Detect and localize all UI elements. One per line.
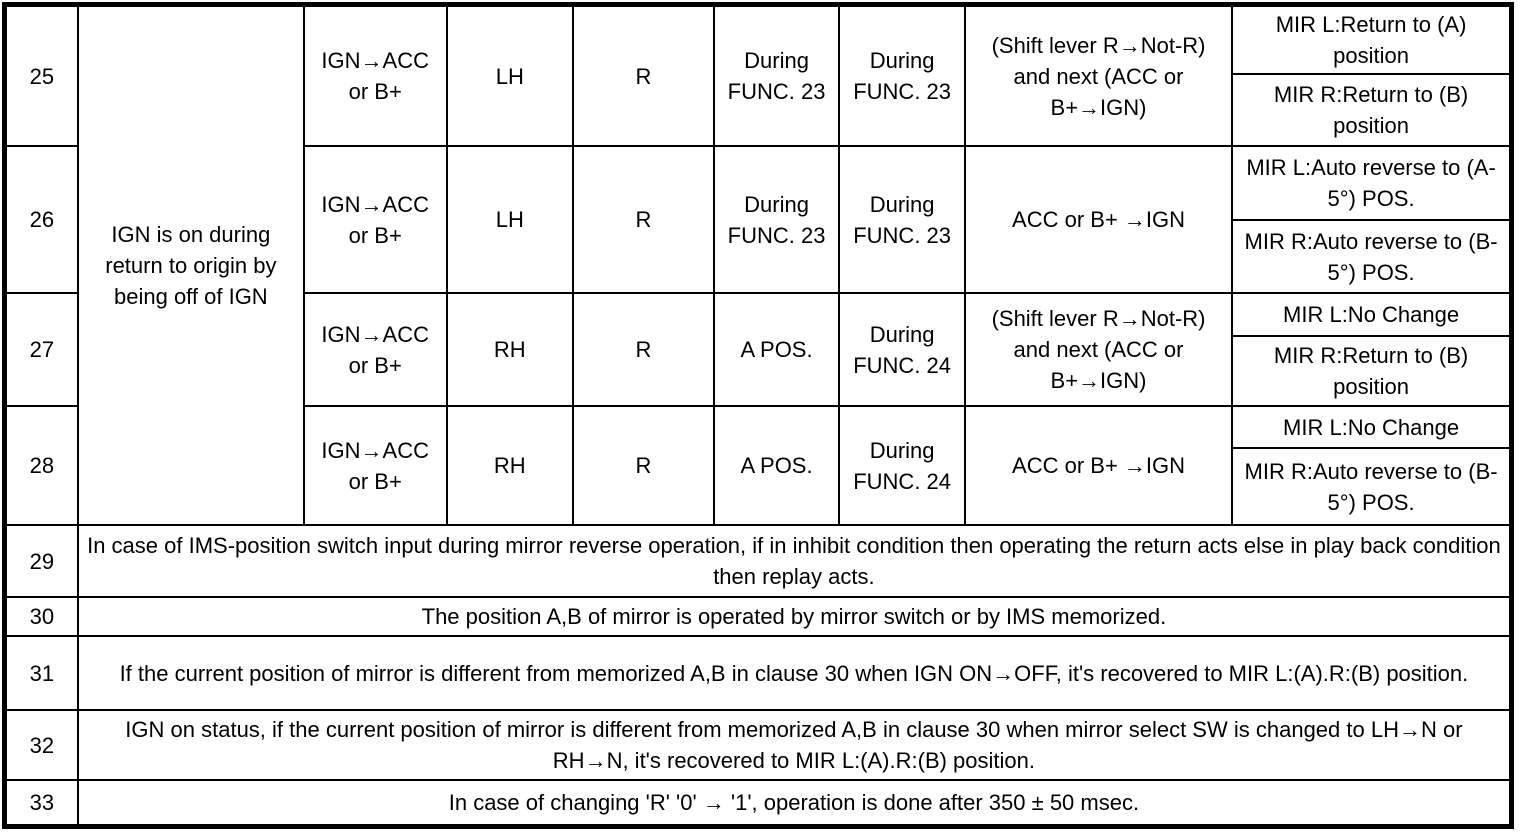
table-row (5, 636, 1512, 710)
condition-a-cell: During FUNC. 23 (714, 5, 840, 147)
table-row (5, 525, 1512, 597)
row-number-cell: 30 (5, 597, 78, 636)
result-right-cell: MIR R:Return to (B) position (1232, 336, 1511, 406)
result-left-cell: MIR L:Auto reverse to (A-5°) POS. (1232, 146, 1511, 220)
row-number-cell: 25 (5, 5, 78, 147)
operation-cell: (Shift lever R→Not-R) and next (ACC or B+→IGN) (965, 5, 1232, 147)
result-left-cell: MIR L:No Change (1232, 406, 1511, 448)
operation-cell: ACC or B+ →IGN (965, 146, 1232, 293)
condition-b-cell: During FUNC. 24 (839, 293, 965, 406)
row-number-cell: 29 (5, 525, 78, 597)
power-transition-cell: IGN→ACC or B+ (304, 293, 447, 406)
row-number-cell: 27 (5, 293, 78, 406)
row-number-cell: 32 (5, 710, 78, 780)
mirror-select-cell: RH (447, 293, 574, 406)
table-row (5, 780, 1512, 826)
note-text-cell: In case of changing 'R' '0' → '1', operation is done after 350 ± 50 msec. (78, 780, 1512, 826)
condition-b-cell: During FUNC. 24 (839, 406, 965, 525)
shift-r-cell: R (573, 406, 714, 525)
mirror-select-cell: LH (447, 146, 574, 293)
result-left-cell: MIR L:Return to (A) position (1232, 5, 1511, 75)
condition-description-cell: IGN is on during return to origin by being off of IGN (78, 5, 304, 526)
power-transition-cell: IGN→ACC or B+ (304, 406, 447, 525)
result-left-cell: MIR L:No Change (1232, 293, 1511, 336)
row-number-cell: 33 (5, 780, 78, 826)
note-text-cell: The position A,B of mirror is operated by mirror switch or by IMS memorized. (78, 597, 1512, 636)
result-right-cell: MIR R:Auto reverse to (B-5°) POS. (1232, 220, 1511, 293)
condition-a-cell: A POS. (714, 406, 840, 525)
note-text-cell: In case of IMS-position switch input during mirror reverse operation, if in inhibit condition then operating the return acts else in play back condition then replay acts. (78, 525, 1512, 597)
condition-a-cell: A POS. (714, 293, 840, 406)
table-row (5, 597, 1512, 636)
shift-r-cell: R (573, 293, 714, 406)
note-text-cell: If the current position of mirror is different from memorized A,B in clause 30 when IGN ON→OFF, it's recovered to MIR L:(A).R:(B) position. (78, 636, 1512, 710)
row-number-cell: 28 (5, 406, 78, 525)
operation-cell: (Shift lever R→Not-R) and next (ACC or B+→IGN) (965, 293, 1232, 406)
mirror-select-cell: LH (447, 5, 574, 147)
ims-mirror-function-table (2, 2, 1514, 829)
mirror-select-cell: RH (447, 406, 574, 525)
power-transition-cell: IGN→ACC or B+ (304, 146, 447, 293)
shift-r-cell: R (573, 5, 714, 147)
note-text-cell: IGN on status, if the current position of mirror is different from memorized A,B in clause 30 when mirror select SW is changed to LH→N or RH→N, it's recovered to MIR L:(A).R:(B) position. (78, 710, 1512, 780)
condition-b-cell: During FUNC. 23 (839, 5, 965, 147)
table-row (5, 5, 1512, 75)
row-number-cell: 31 (5, 636, 78, 710)
result-right-cell: MIR R:Return to (B) position (1232, 74, 1511, 146)
condition-b-cell: During FUNC. 23 (839, 146, 965, 293)
shift-r-cell: R (573, 146, 714, 293)
operation-cell: ACC or B+ →IGN (965, 406, 1232, 525)
row-number-cell: 26 (5, 146, 78, 293)
condition-a-cell: During FUNC. 23 (714, 146, 840, 293)
power-transition-cell: IGN→ACC or B+ (304, 5, 447, 147)
table-row (5, 710, 1512, 780)
result-right-cell: MIR R:Auto reverse to (B-5°) POS. (1232, 448, 1511, 525)
